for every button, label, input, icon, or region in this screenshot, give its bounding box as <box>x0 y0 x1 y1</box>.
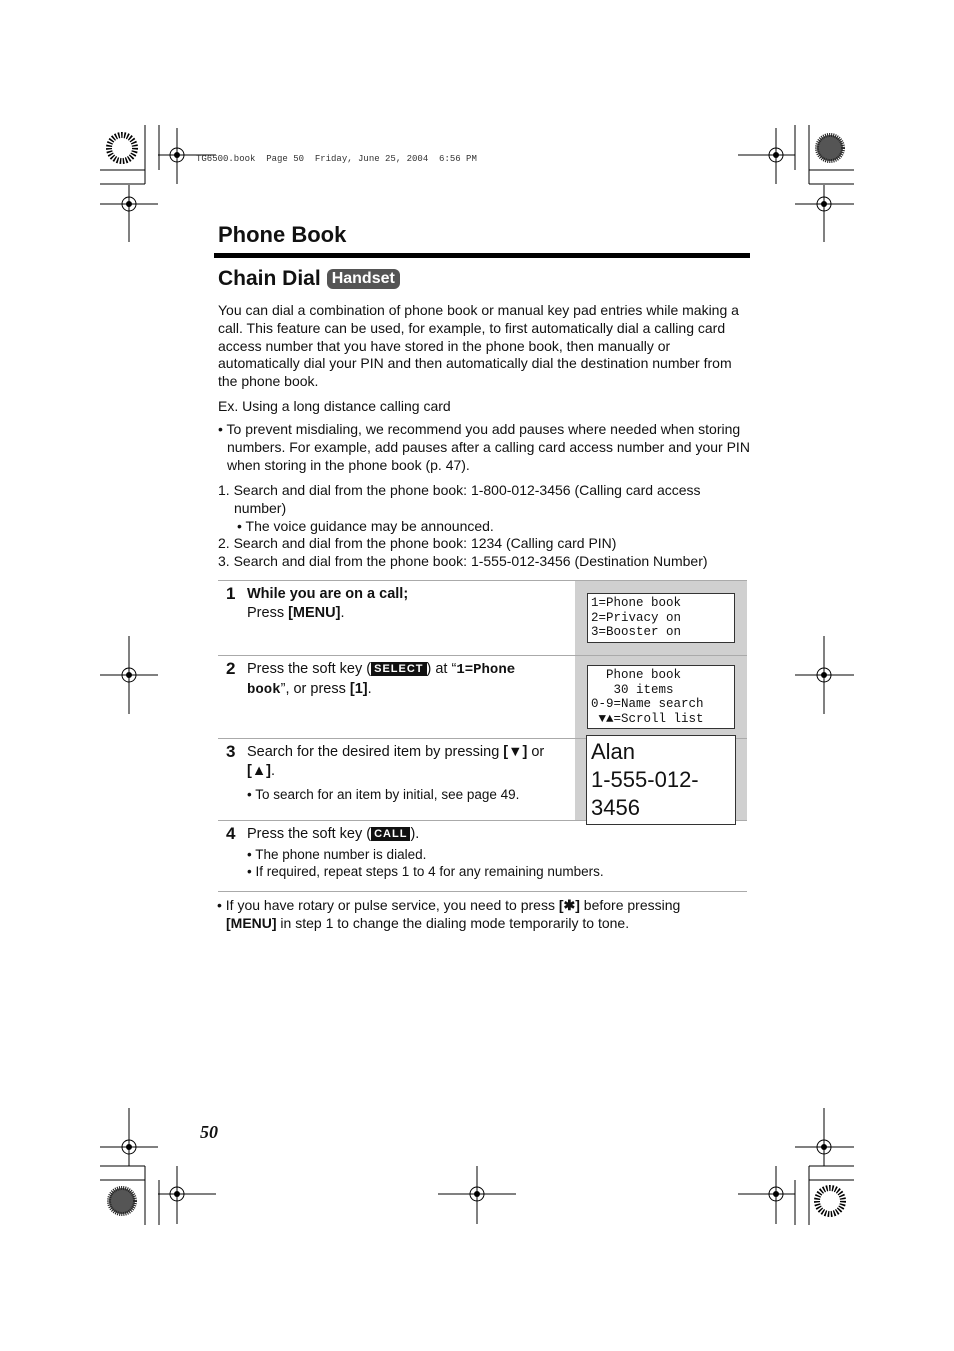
example-label: Ex. Using a long distance calling card <box>218 398 451 414</box>
lcd-screen: Phone book 30 items 0-9=Name search ▼▲=Scroll list <box>587 665 735 729</box>
list-item: 2. Search and dial from the phone book: 1234 (Calling card PIN) <box>218 535 617 552</box>
example-list <box>218 482 748 571</box>
step-3: 3 Search for the desired item by pressing [▼] or [▲]. • To search for an item by initial, see page 49. Alan 1-555-012-3456 <box>218 738 747 820</box>
step-3-bullet: • To search for an item by initial, see page 49. <box>247 787 520 802</box>
section-title: Phone Book <box>218 222 347 247</box>
step-1-line2: Press [MENU]. <box>247 605 345 621</box>
menu-key: [MENU] <box>288 605 341 621</box>
step-number: 4 <box>226 824 236 843</box>
page-heading <box>218 267 400 291</box>
step-4: 4 Press the soft key ( CALL ). • The phone number is dialed. • If required, repeat steps 1 to 4 for any remaining numbers. <box>218 820 747 892</box>
step-1-display <box>575 581 747 655</box>
list-item: • The voice guidance may be announced. <box>237 517 494 534</box>
handset-badge: Handset <box>327 269 400 289</box>
call-softkey-icon: CALL <box>371 827 410 841</box>
step-4-bullet: • The phone number is dialed. <box>247 847 427 862</box>
step-4-bullet: • If required, repeat steps 1 to 4 for any remaining numbers. <box>247 864 604 879</box>
step-number: 1 <box>226 584 236 603</box>
down-key: [▼] <box>503 744 528 760</box>
step-3-display <box>575 739 747 820</box>
up-key: [▲] <box>247 763 272 779</box>
lcd-screen: 1=Phone book 2=Privacy on 3=Booster on <box>587 593 735 643</box>
file-info: TG6500.book Page 50 Friday, June 25, 2004 6:56 PM <box>196 154 477 164</box>
rotary-note: • If you have rotary or pulse service, you need to press [✱] before pressing [MENU] in step 1 to change the dialing mode temporarily to tone. <box>217 897 681 931</box>
intro-paragraph: You can dial a combination of phone book or manual key pad entries while making a call. This feature can be used, for example, to first automatically dial a calling card access number that you have stored in the phone book, then manually or automatically dial your PIN and then automatically dial the destination number from the phone book. <box>218 302 739 390</box>
pause-bullet: • To prevent misdialing, we recommend you add pauses where needed when storing numbers. For example, add pauses after a calling card access number and your PIN when storing in the phone book (p. 47). <box>218 421 750 473</box>
lcd-screen-large: Alan 1-555-012-3456 <box>586 735 736 825</box>
heading-text: Chain Dial <box>218 267 321 290</box>
step-number: 3 <box>226 742 236 761</box>
list-item: 3. Search and dial from the phone book: 1-555-012-3456 (Destination Number) <box>218 553 708 570</box>
key-1: [1] <box>349 681 368 697</box>
page-number: 50 <box>200 1122 218 1142</box>
menu-key: [MENU] <box>226 914 277 931</box>
step-1-line1: While you are on a call; <box>247 586 409 602</box>
step-1 <box>218 580 747 655</box>
steps-table <box>218 580 747 892</box>
star-key: [✱] <box>558 897 580 913</box>
select-softkey-icon: SELECT <box>371 662 426 676</box>
step-number: 2 <box>226 659 236 678</box>
section-rule <box>214 253 750 258</box>
list-item: 1. Search and dial from the phone book: 1-800-012-3456 (Calling card access number) <box>218 482 701 516</box>
step-2-display <box>575 656 747 738</box>
step-2: 2 Press the soft key ( SELECT ) at “1=Phone book”, or press [1]. Phone book 30 items 0-9=Name search ▼▲=Scroll list <box>218 655 747 738</box>
